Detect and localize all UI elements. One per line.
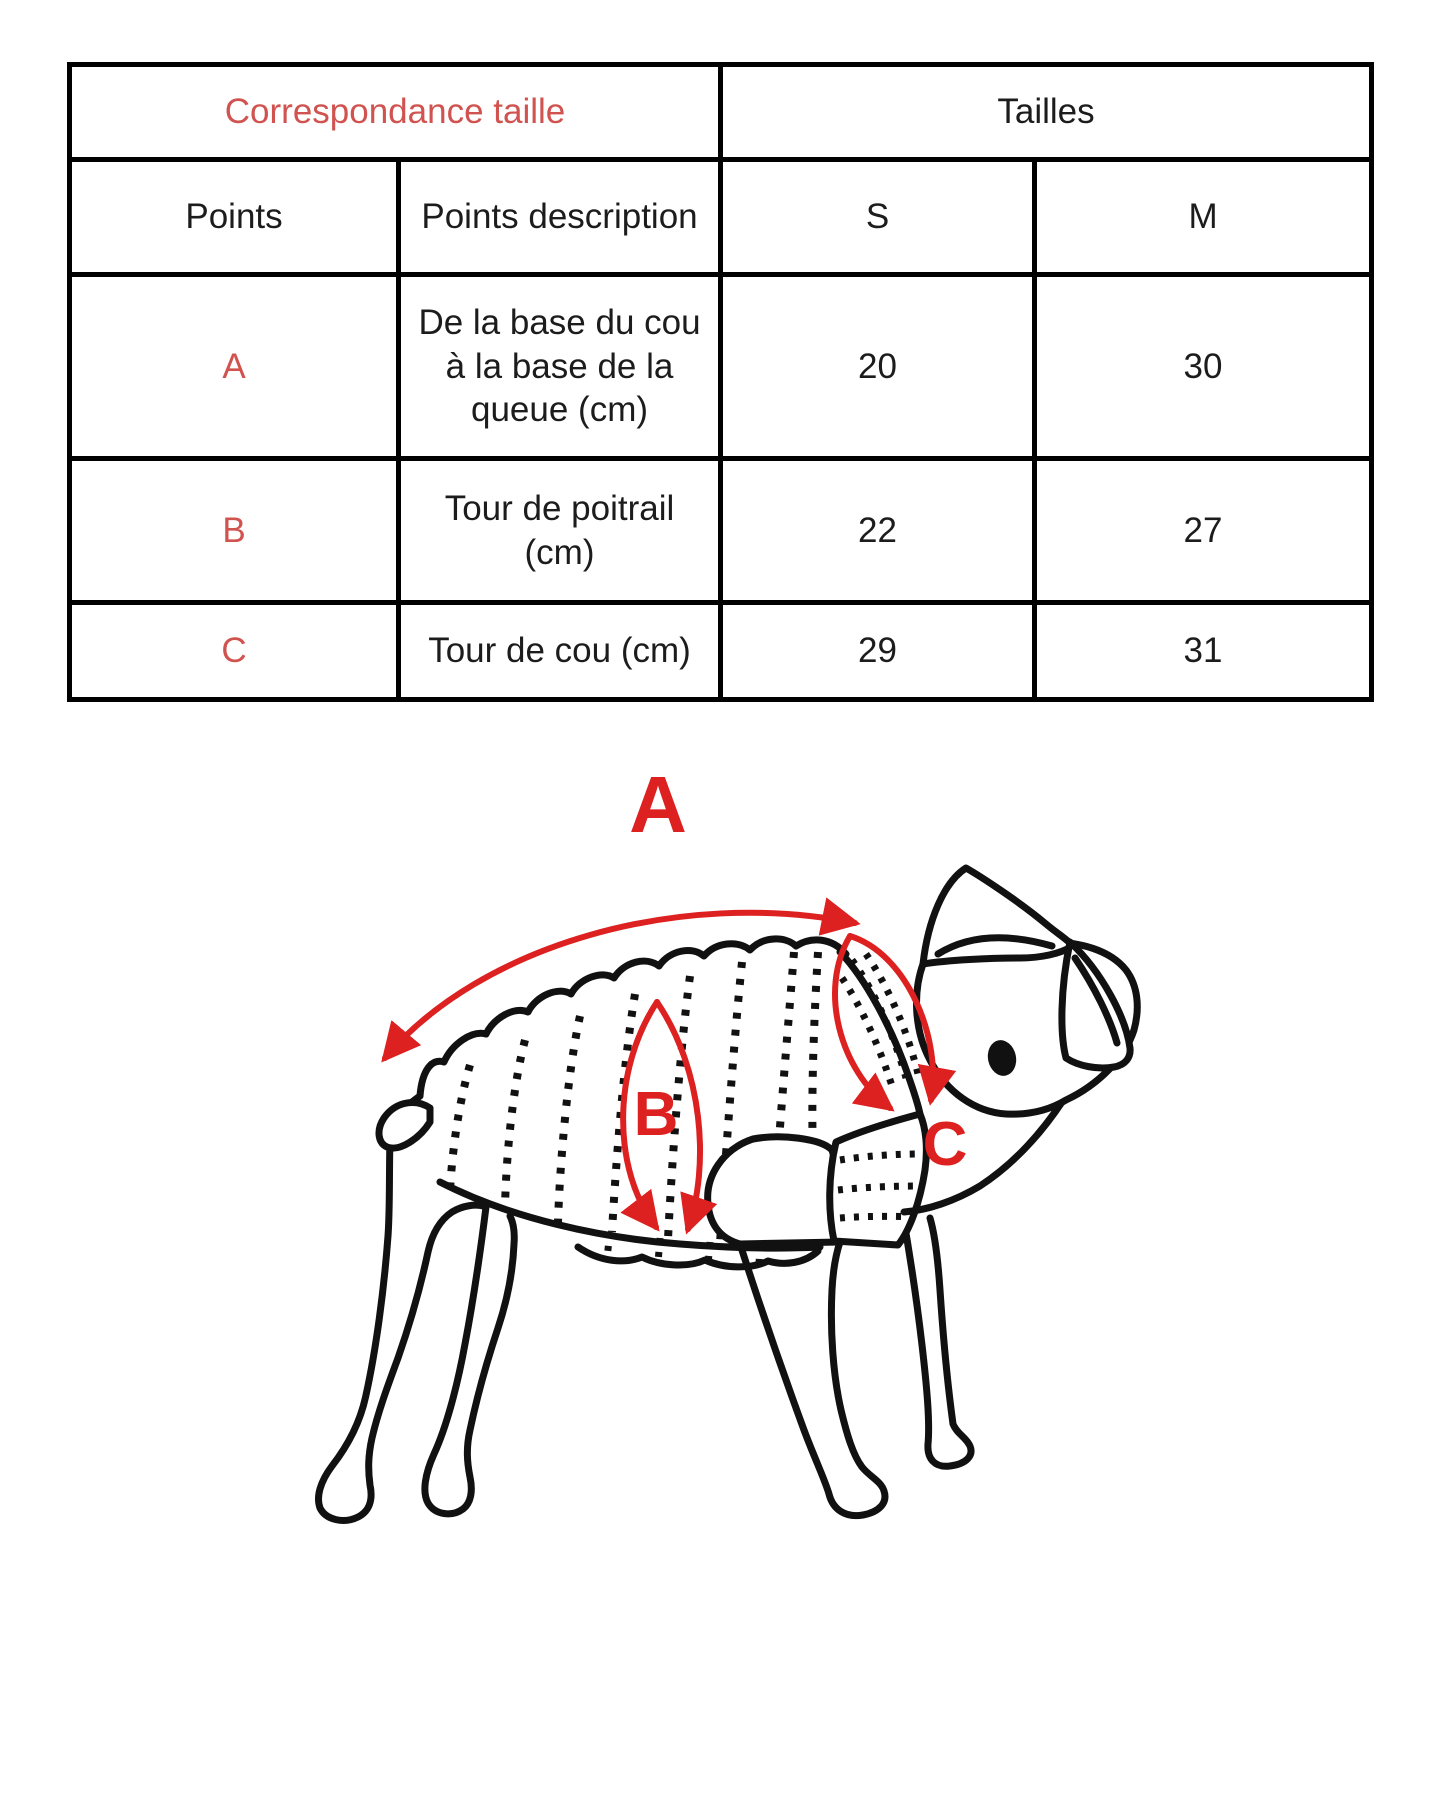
table-row-c <box>70 603 1372 700</box>
dog-front-near-thigh <box>708 1137 841 1244</box>
column-header-size-s: S <box>721 160 1035 275</box>
dog-tail <box>379 1103 430 1148</box>
dog-drawing <box>319 868 1138 1520</box>
value-a-m: 30 <box>1035 275 1372 459</box>
dog-front-near-leg <box>740 1242 885 1516</box>
table-title: Correspondance taille <box>70 65 721 160</box>
dog-front-far-leg <box>902 1210 971 1466</box>
table-row-a <box>70 275 1372 459</box>
column-header-size-m: M <box>1035 160 1372 275</box>
dog-vest-chest-panel <box>830 1114 927 1245</box>
dog-rear-far-leg <box>425 1207 514 1514</box>
point-letter-a: A <box>70 275 399 459</box>
measure-label-c: C <box>922 1110 968 1179</box>
column-header-points: Points <box>70 160 399 275</box>
dog-collar-edge <box>840 952 920 1114</box>
point-letter-c: C <box>70 603 399 700</box>
dog-rear-near-leg <box>319 1096 487 1520</box>
dog-measurement-diagram <box>280 740 1150 1550</box>
sizes-header: Tailles <box>721 65 1372 160</box>
point-letter-b: B <box>70 459 399 603</box>
value-a-s: 20 <box>721 275 1035 459</box>
measure-label-b: B <box>633 1080 679 1149</box>
point-description-a: De la base du cou à la base de la queue (cm) <box>399 275 721 459</box>
point-description-c: Tour de cou (cm) <box>399 603 721 700</box>
table-header-row-2 <box>70 160 1372 275</box>
column-header-points-description: Points description <box>399 160 721 275</box>
measure-label-a: A <box>629 760 687 849</box>
measure-arrow-a <box>385 913 855 1058</box>
dog-diagram-svg <box>280 740 1150 1550</box>
value-b-m: 27 <box>1035 459 1372 603</box>
table-row-b <box>70 459 1372 603</box>
measure-arrow-c-left <box>835 936 890 1108</box>
value-c-s: 29 <box>721 603 1035 700</box>
value-b-s: 22 <box>721 459 1035 603</box>
point-description-b: Tour de poitrail (cm) <box>399 459 721 603</box>
size-correspondence-table <box>67 62 1374 702</box>
table-header-row-1 <box>70 65 1372 160</box>
value-c-m: 31 <box>1035 603 1372 700</box>
